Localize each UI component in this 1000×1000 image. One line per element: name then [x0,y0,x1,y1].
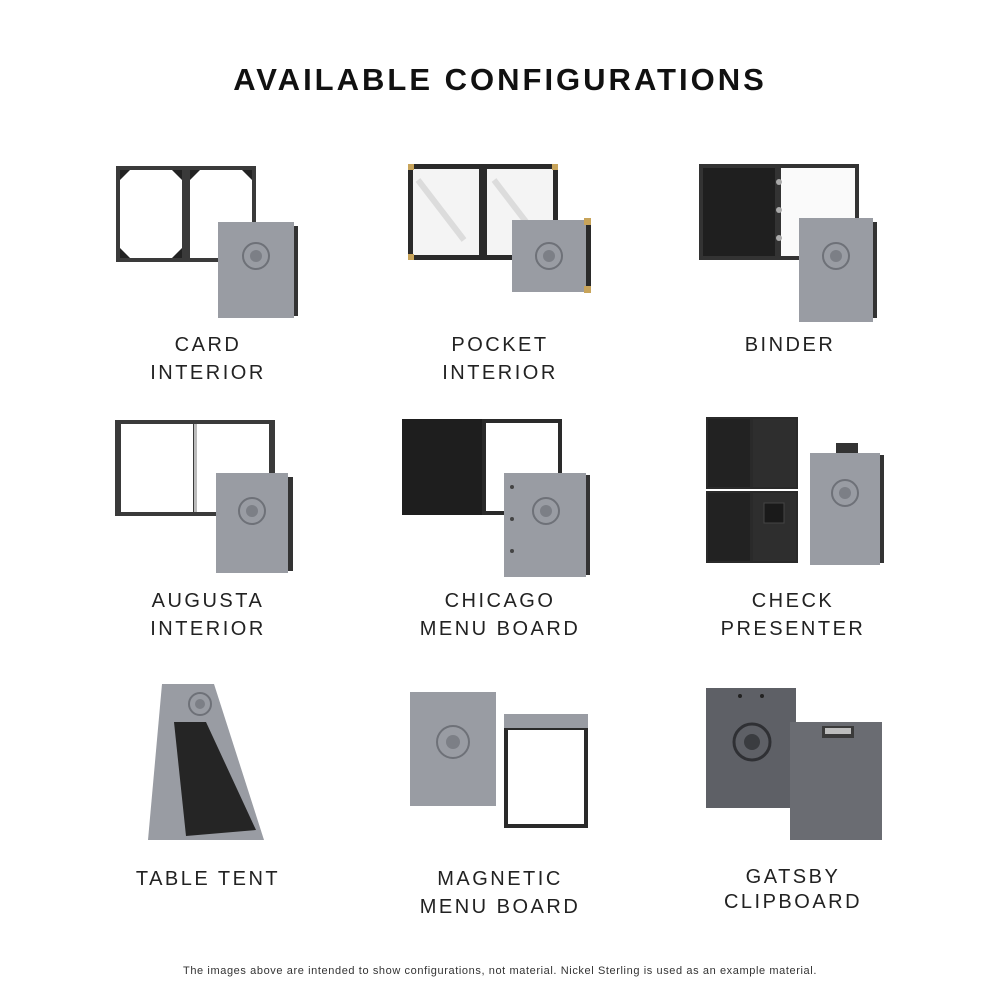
magnetic-menu-board-image [408,688,598,833]
table-tent-image [140,680,280,850]
config-label-table-tent: TABLE TENT [135,868,281,890]
config-label-augusta-interior: AUGUSTA INTERIOR [150,590,266,640]
config-label-magnetic-menu-board: MAGNETIC MENU BOARD [419,868,581,918]
config-label-card-interior: CARD INTERIOR [150,334,266,384]
config-label-binder: BINDER [744,334,836,356]
binder-image [695,160,895,325]
config-label-pocket-interior: POCKET INTERIOR [442,334,558,384]
gatsby-clipboard-image [704,686,894,846]
augusta-interior-image [110,415,310,580]
check-presenter-image [700,415,900,580]
chicago-menu-board-image [400,415,600,580]
config-label-chicago-menu-board: CHICAGO MENU BOARD [419,590,581,640]
page-title: AVAILABLE CONFIGURATIONS [233,62,767,97]
config-label-check-presenter: CHECK PRESENTER [720,590,866,640]
pocket-interior-image [404,160,604,325]
config-label-gatsby-clipboard: GATSBY CLIPBOARD [723,866,863,913]
footer-disclaimer: The images above are intended to show configurations, not material. Nickel Sterling is used as an example material. [183,965,817,977]
card-interior-image [110,160,310,325]
